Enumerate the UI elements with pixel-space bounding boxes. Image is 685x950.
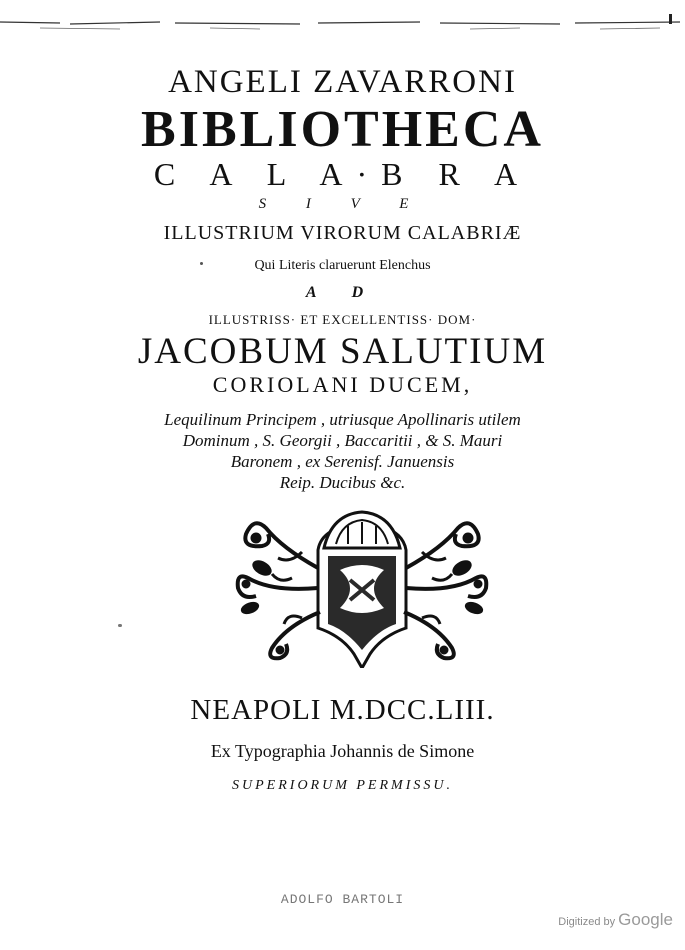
place-date-line: NEAPOLI M.DCC.LIII. — [190, 694, 495, 726]
titles-line-2: Dominum , S. Georgii , Baccaritii , & S. Mauri — [182, 431, 503, 450]
book-title: BIBLIOTHECA — [141, 101, 544, 158]
titles-line-3: Baronem , ex Serenisf. Januensis — [230, 452, 455, 471]
google-logo: Google — [618, 910, 673, 929]
dedicatee-name: JACOBUM SALUTIUM — [137, 331, 548, 372]
paper-speck — [118, 624, 122, 627]
permission-line: SUPERIORUM PERMISSU. — [232, 778, 453, 793]
digitized-prefix: Digitized by — [558, 916, 616, 928]
digitized-by-watermark — [558, 910, 673, 930]
qui-line: Qui Literis claruerunt Elenchus — [254, 258, 431, 273]
author-line: ANGELI ZAVARRONI — [168, 64, 517, 100]
dedication-line: ILLUSTRISS· ET EXCELLENTISS· DOM· — [208, 312, 477, 327]
printer-line: Ex Typographia Johannis de Simone — [210, 741, 475, 761]
book-subtitle: C A L A·B R A — [153, 156, 532, 192]
heraldic-emblem-icon — [232, 508, 492, 668]
dux-line: CORIOLANI DUCEM, — [212, 372, 473, 397]
ad-line: A D — [305, 284, 380, 301]
description-line: ILLUSTRIUM VIRORUM CALABRIÆ — [163, 222, 522, 244]
titles-line-4: Reip. Ducibus &c. — [279, 473, 406, 492]
paper-speck — [200, 262, 203, 265]
page-edge-marks — [0, 14, 685, 36]
ownership-stamp: ADOLFO BARTOLI — [280, 892, 405, 907]
titles-line-1: Lequilinum Principem , utriusque Apollinaris utilem — [164, 410, 521, 429]
sive-line: S I V E — [258, 196, 427, 212]
